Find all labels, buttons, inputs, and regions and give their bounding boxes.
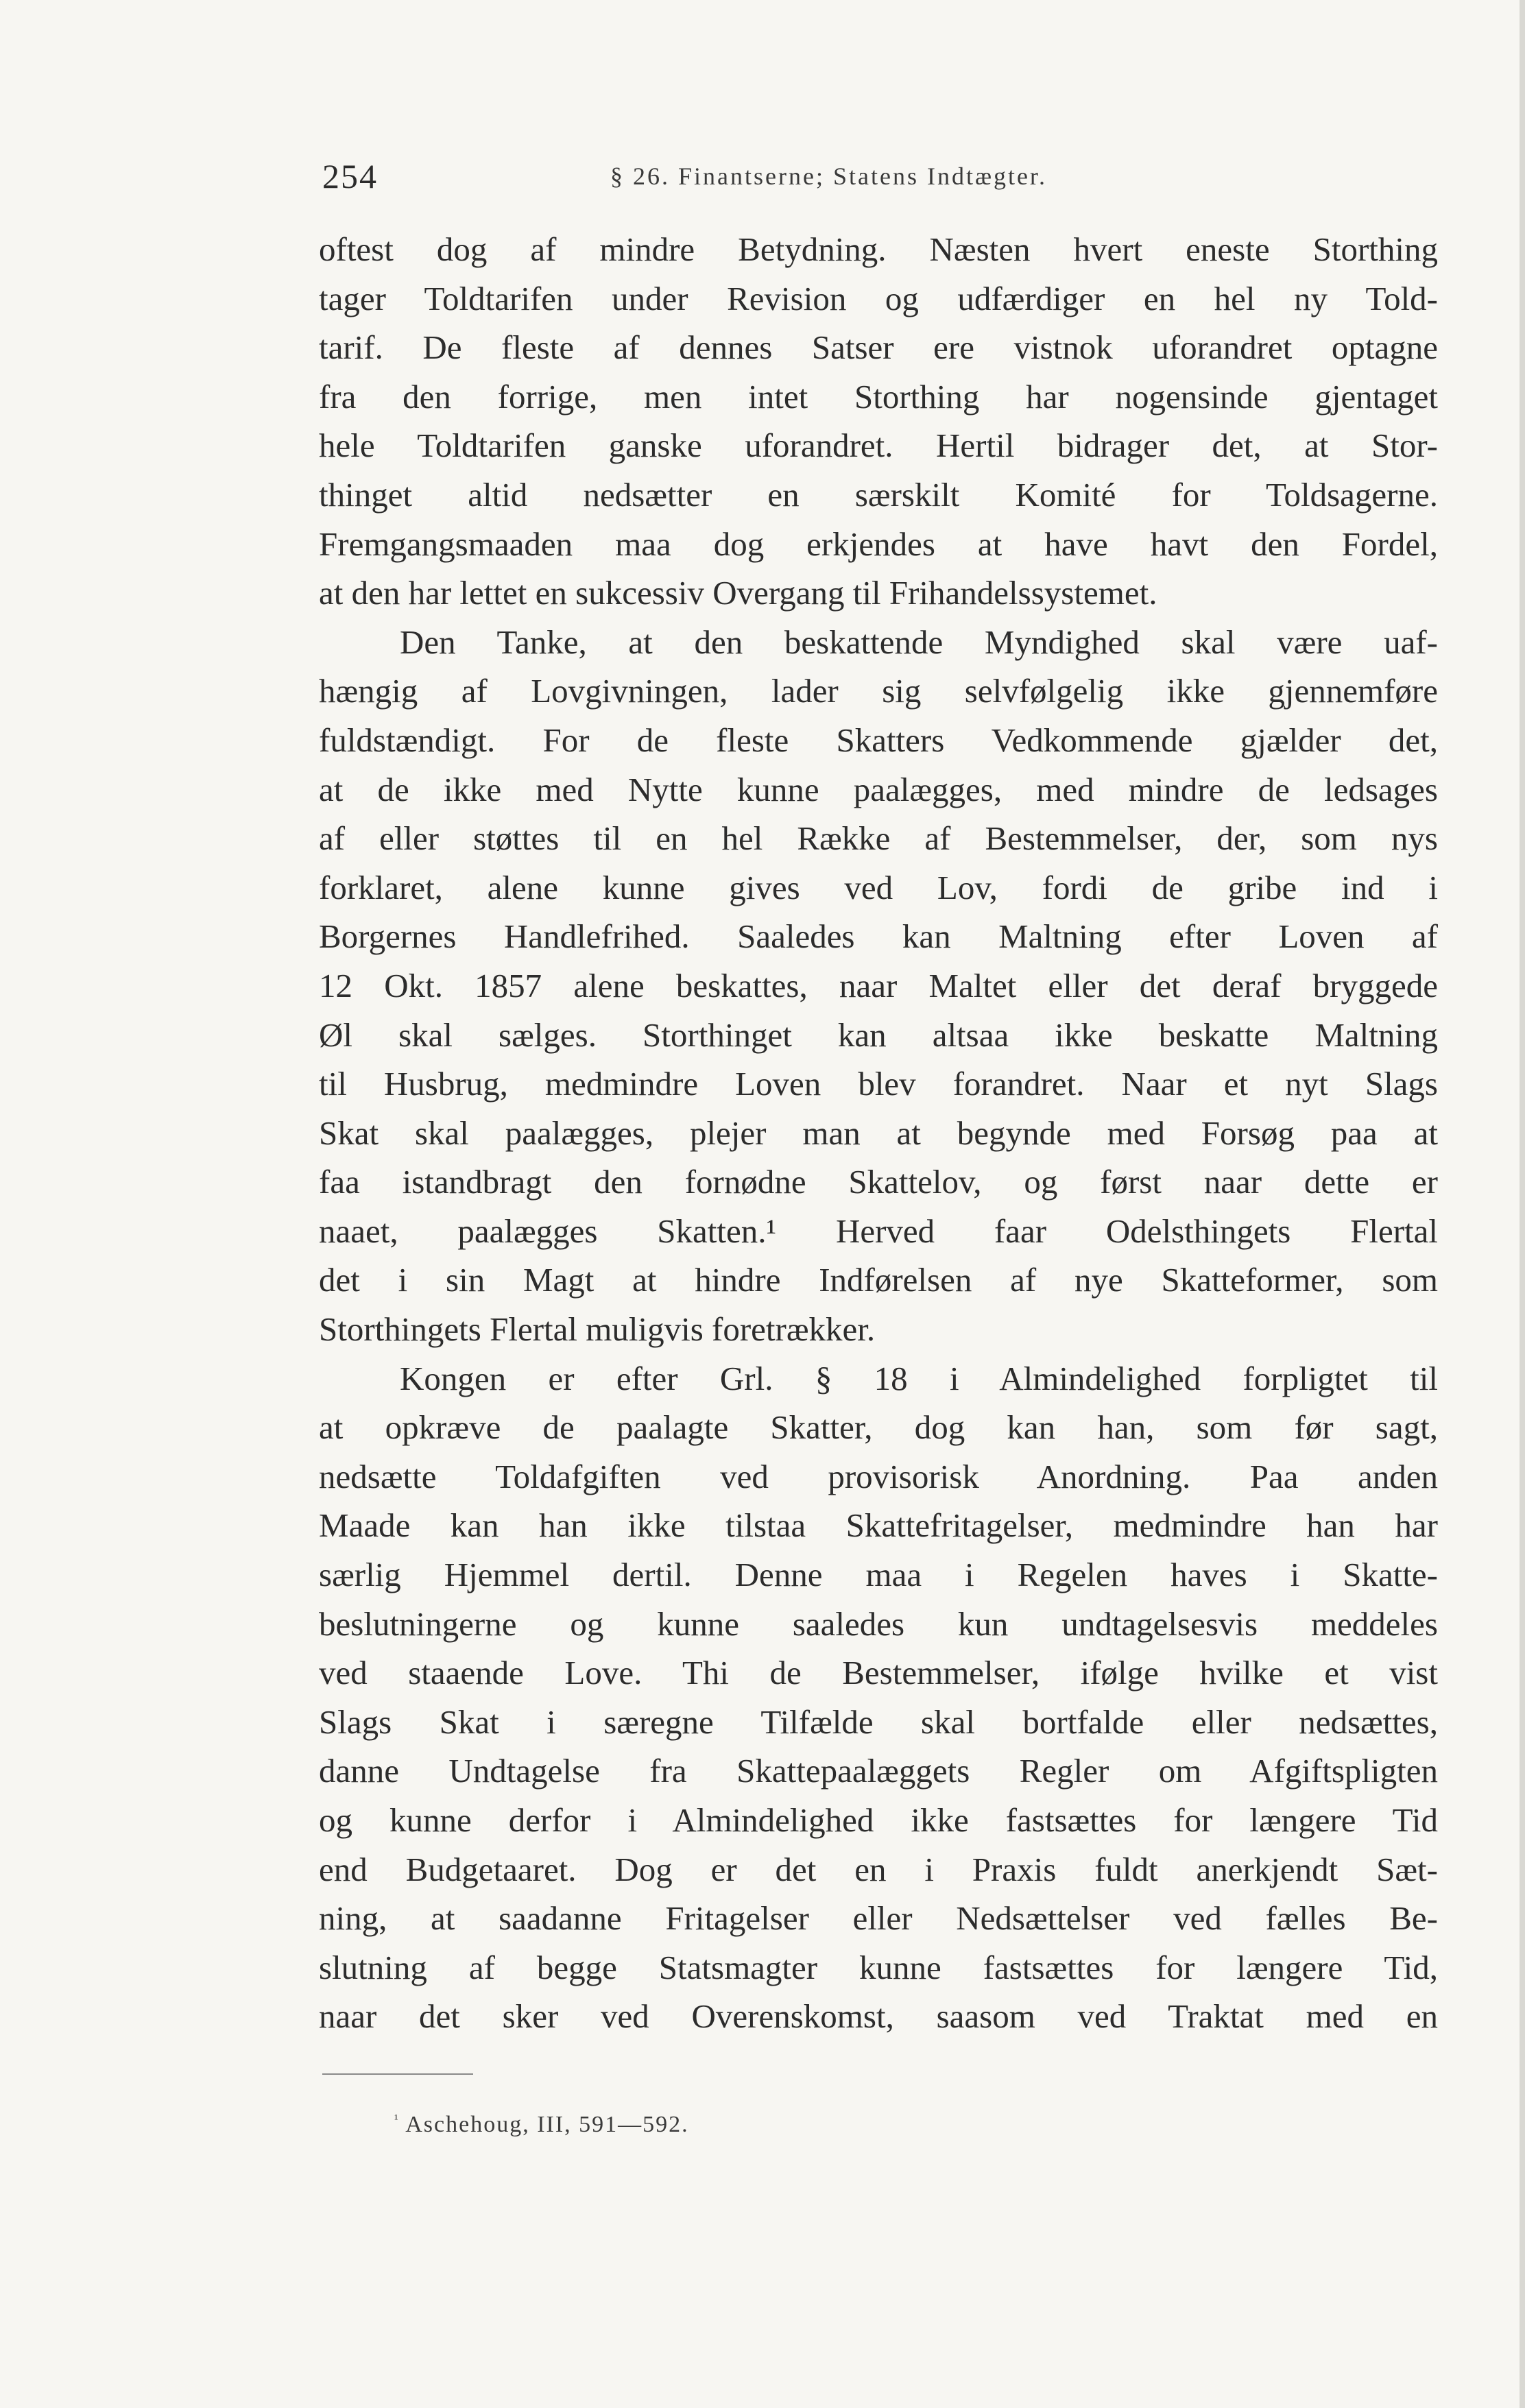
page-number: 254 (322, 157, 378, 195)
text-line: at opkræve de paalagte Skatter, dog kan han, som før sagt, (319, 1408, 1438, 1447)
text-line: forklaret, alene kunne gives ved Lov, fordi de gribe ind i (319, 868, 1438, 906)
text-line: danne Undtagelse fra Skattepaalæggets Regler om Afgiftspligten (319, 1752, 1438, 1790)
text-line: Maade kan han ikke tilstaa Skattefritagelser, medmindre han har (319, 1506, 1438, 1545)
footnote (394, 2112, 689, 2138)
text-line: nedsætte Toldafgiften ved provisorisk Anordning. Paa anden (319, 1457, 1438, 1495)
text-line: Skat skal paalægges, plejer man at begynde med Forsøg paa at (319, 1113, 1438, 1152)
text-line: 12 Okt. 1857 alene beskattes, naar Maltet eller det deraf bryggede (319, 966, 1438, 1004)
text-line: thinget altid nedsætter en særskilt Komité for Toldsagerne. (319, 475, 1438, 514)
page-header (322, 156, 1440, 197)
footnote-marker: ¹ (394, 2112, 400, 2127)
text-line: oftest dog af mindre Betydning. Næsten hvert eneste Storthing (319, 230, 1438, 268)
running-head: § 26. Finantserne; Statens Indtægter. (610, 162, 1047, 190)
footnote-divider (322, 2073, 473, 2075)
text-line: hele Toldtarifen ganske uforandret. Hertil bidrager det, at Stor- (319, 426, 1438, 465)
body-text (319, 225, 1438, 2041)
text-line: hængig af Lovgivningen, lader sig selvfølgelig ikke gjennemføre (319, 672, 1438, 710)
text-line: at de ikke med Nytte kunne paalægges, med mindre de ledsages (319, 770, 1438, 808)
text-line: og kunne derfor i Almindelighed ikke fastsættes for længere Tid (319, 1801, 1438, 1839)
text-line: Fremgangsmaaden maa dog erkjendes at have havt den Fordel, (319, 525, 1438, 563)
text-line: end Budgetaaret. Dog er det en i Praxis fuldt anerkjendt Sæt- (319, 1850, 1438, 1888)
text-line: af eller støttes til en hel Række af Bestemmelser, der, som nys (319, 819, 1438, 858)
text-line: ning, at saadanne Fritagelser eller Nedsættelser ved fælles Be- (319, 1899, 1438, 1938)
text-line: naaet, paalægges Skatten.¹ Herved faar Odelsthingets Flertal (319, 1212, 1438, 1250)
text-line: beslutningerne og kunne saaledes kun undtagelsesvis meddeles (319, 1604, 1438, 1643)
text-line: særlig Hjemmel dertil. Denne maa i Regelen haves i Skatte- (319, 1556, 1438, 1594)
text-line: ved staaende Love. Thi de Bestemmelser, ifølge hvilke et vist (319, 1654, 1438, 1692)
text-line: Slags Skat i særegne Tilfælde skal bortfalde eller nedsættes, (319, 1702, 1438, 1741)
text-line: til Husbrug, medmindre Loven blev forandret. Naar et nyt Slags (319, 1065, 1438, 1103)
text-line: fra den forrige, men intet Storthing har nogensinde gjentaget (319, 377, 1438, 416)
footnote-text: Aschehoug, III, 591—592. (405, 2112, 689, 2137)
text-line: Borgernes Handlefrihed. Saaledes kan Maltning efter Loven af (319, 917, 1438, 956)
text-line: Den Tanke, at den beskattende Myndighed skal være uaf- (400, 623, 1438, 661)
text-line: slutning af begge Statsmagter kunne fastsættes for længere Tid, (319, 1948, 1438, 1986)
text-line: faa istandbragt den fornødne Skattelov, og først naar dette er (319, 1163, 1438, 1201)
text-line: at den har lettet en sukcessiv Overgang til Frihandelssystemet. (319, 574, 1157, 612)
text-line: Storthingets Flertal muligvis foretrækker. (319, 1310, 876, 1349)
text-line: tager Toldtarifen under Revision og udfærdiger en hel ny Told- (319, 279, 1438, 317)
text-line: naar det sker ved Overenskomst, saasom ved Traktat med en (319, 1997, 1438, 2036)
text-line: det i sin Magt at hindre Indførelsen af nye Skatteformer, som (319, 1261, 1438, 1299)
text-line: Øl skal sælges. Storthinget kan altsaa ikke beskatte Maltning (319, 1015, 1438, 1054)
scan-edge (1520, 0, 1525, 2408)
text-line: fuldstændigt. For de fleste Skatters Vedkommende gjælder det, (319, 721, 1438, 759)
text-line: tarif. De fleste af dennes Satser ere vistnok uforandret optagne (319, 328, 1438, 367)
text-line: Kongen er efter Grl. § 18 i Almindelighed forpligtet til (400, 1359, 1438, 1397)
